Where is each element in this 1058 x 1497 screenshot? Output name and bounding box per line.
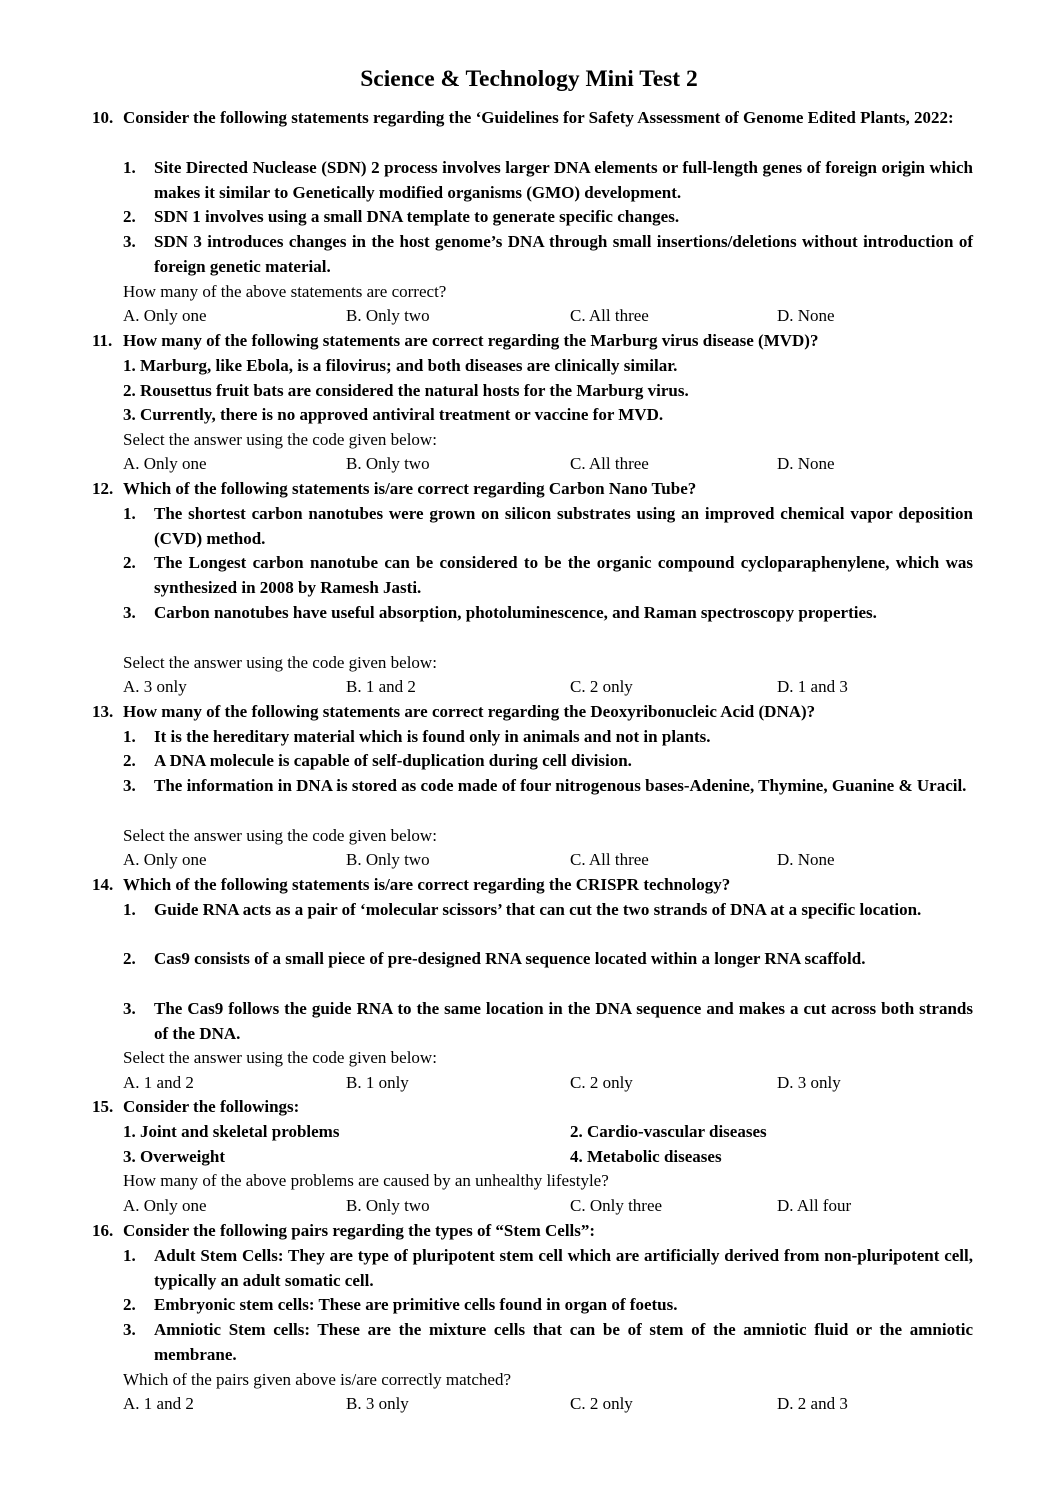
option-c: C. Only three — [570, 1196, 663, 1215]
statement-number: 3. — [123, 999, 136, 1018]
statement — [123, 156, 973, 206]
statement — [123, 1244, 973, 1294]
statement-number: 2. — [123, 553, 136, 572]
option-a: A. 3 only — [123, 677, 187, 696]
option-a: A. 1 and 2 — [123, 1073, 194, 1092]
statement — [123, 1293, 973, 1318]
question-13 — [92, 700, 972, 725]
statement-text: SDN 1 involves using a small DNA template to generate specific changes. — [154, 207, 680, 226]
statement-text: Adult Stem Cells: They are type of pluripotent stem cell which are artificially derived from non-pluripotent cell, typically an adult somatic cell. — [154, 1246, 973, 1290]
statement — [123, 205, 973, 230]
statement-number: 2. — [123, 207, 136, 226]
statement — [123, 947, 973, 972]
question-instruction: Select the answer using the code given below: — [123, 1048, 437, 1067]
statement-number: 3. — [123, 776, 136, 795]
statement-number: 3. — [123, 603, 136, 622]
question-number: 15. — [92, 1097, 114, 1116]
statement — [123, 601, 973, 626]
statement — [123, 749, 973, 774]
statement: 1. Marburg, like Ebola, is a filovirus; and both diseases are clinically similar. — [123, 356, 678, 375]
question-instruction: Select the answer using the code given below: — [123, 430, 437, 449]
option-c: C. All three — [570, 306, 649, 325]
statement — [123, 551, 973, 601]
statement — [123, 230, 973, 280]
statement-text: Guide RNA acts as a pair of ‘molecular scissors’ that can cut the two strands of DNA at a specific location. — [154, 900, 922, 919]
option-c: C. 2 only — [570, 677, 633, 696]
option-c: C. All three — [570, 454, 649, 473]
question-number: 10. — [92, 108, 114, 127]
question-instruction: Which of the pairs given above is/are correctly matched? — [123, 1370, 511, 1389]
option-d: D. All four — [777, 1196, 852, 1215]
statement-text: It is the hereditary material which is found only in animals and not in plants. — [154, 727, 711, 746]
statement-number: 2. — [123, 751, 136, 770]
question-text: Which of the following statements is/are correct regarding Carbon Nano Tube? — [123, 479, 697, 498]
question-number: 14. — [92, 875, 114, 894]
option-d: D. None — [777, 850, 835, 869]
question-number: 13. — [92, 702, 114, 721]
statement-text: Embryonic stem cells: These are primitive cells found in organ of foetus. — [154, 1295, 678, 1314]
statement — [123, 774, 973, 799]
statement — [123, 725, 973, 750]
option-a: A. Only one — [123, 306, 207, 325]
option-d: D. 2 and 3 — [777, 1394, 848, 1413]
statement-number: 1. — [123, 727, 136, 746]
question-instruction: Select the answer using the code given below: — [123, 653, 437, 672]
question-11 — [92, 329, 972, 354]
statement-text: The Cas9 follows the guide RNA to the same location in the DNA sequence and makes a cut across both strands of the DNA. — [154, 999, 973, 1043]
statement: 3. Currently, there is no approved antiviral treatment or vaccine for MVD. — [123, 405, 664, 424]
question-instruction: How many of the above statements are correct? — [123, 282, 447, 301]
item-1: 1. Joint and skeletal problems — [123, 1122, 340, 1141]
statement — [123, 502, 973, 552]
statement-number: 2. — [123, 1295, 136, 1314]
option-c: C. All three — [570, 850, 649, 869]
statement-number: 1. — [123, 900, 136, 919]
question-number: 16. — [92, 1221, 114, 1240]
question-15 — [92, 1095, 972, 1120]
question-text: How many of the following statements are correct regarding the Deoxyribonucleic Acid (DNA)? — [123, 702, 816, 721]
statement-text: The shortest carbon nanotubes were grown on silicon substrates using an improved chemical vapor deposition (CVD) method. — [154, 504, 973, 548]
statement-number: 3. — [123, 232, 136, 251]
option-b: B. 3 only — [346, 1394, 409, 1413]
statement-text: Amniotic Stem cells: These are the mixture cells that can be of stem of the amniotic fluid or the amniotic membrane. — [154, 1320, 973, 1364]
item-4: 4. Metabolic diseases — [570, 1147, 722, 1166]
question-text: How many of the following statements are correct regarding the Marburg virus disease (MVD)? — [123, 331, 819, 350]
option-d: D. None — [777, 306, 835, 325]
statement-number: 1. — [123, 1246, 136, 1265]
option-b: B. Only two — [346, 850, 430, 869]
question-instruction: How many of the above problems are caused by an unhealthy lifestyle? — [123, 1171, 609, 1190]
question-16 — [92, 1219, 972, 1244]
statement-text: A DNA molecule is capable of self-duplication during cell division. — [154, 751, 632, 770]
option-d: D. None — [777, 454, 835, 473]
option-b: B. Only two — [346, 454, 430, 473]
statement — [123, 1318, 973, 1368]
option-d: D. 1 and 3 — [777, 677, 848, 696]
statement-number: 1. — [123, 504, 136, 523]
question-instruction: Select the answer using the code given below: — [123, 826, 437, 845]
statement-text: Cas9 consists of a small piece of pre-designed RNA sequence located within a longer RNA scaffold. — [154, 949, 866, 968]
question-12 — [92, 477, 972, 502]
option-c: C. 2 only — [570, 1394, 633, 1413]
question-text: Consider the followings: — [123, 1097, 300, 1116]
option-b: B. 1 and 2 — [346, 677, 416, 696]
page-title: Science & Technology Mini Test 2 — [360, 66, 698, 92]
statement-text: The Longest carbon nanotube can be considered to be the organic compound cycloparaphenylene, which was synthesized in 2008 by Ramesh Jasti. — [154, 553, 973, 597]
statement-number: 3. — [123, 1320, 136, 1339]
statement-text: Carbon nanotubes have useful absorption, photoluminescence, and Raman spectroscopy properties. — [154, 603, 877, 622]
question-10 — [92, 106, 972, 131]
statement-text: SDN 3 introduces changes in the host genome’s DNA through small insertions/deletions without introduction of foreign genetic material. — [154, 232, 973, 276]
statement: 2. Rousettus fruit bats are considered the natural hosts for the Marburg virus. — [123, 381, 689, 400]
option-a: A. Only one — [123, 454, 207, 473]
question-14 — [92, 873, 972, 898]
item-2: 2. Cardio-vascular diseases — [570, 1122, 767, 1141]
option-d: D. 3 only — [777, 1073, 841, 1092]
question-text: Consider the following statements regarding the ‘Guidelines for Safety Assessment of Genome Edited Plants, 2022: — [123, 108, 954, 127]
option-b: B. Only two — [346, 1196, 430, 1215]
statement-number: 2. — [123, 949, 136, 968]
question-number: 12. — [92, 479, 114, 498]
option-b: B. 1 only — [346, 1073, 409, 1092]
question-text: Which of the following statements is/are correct regarding the CRISPR technology? — [123, 875, 731, 894]
statement-text: The information in DNA is stored as code made of four nitrogenous bases-Adenine, Thymine, Guanine & Uracil. — [154, 776, 967, 795]
statement-text: Site Directed Nuclease (SDN) 2 process involves larger DNA elements or full-length genes of foreign origin which makes it similar to Genetically modified organisms (GMO) development. — [154, 158, 973, 202]
option-a: A. Only one — [123, 1196, 207, 1215]
statement-number: 1. — [123, 158, 136, 177]
item-3: 3. Overweight — [123, 1147, 225, 1166]
option-a: A. Only one — [123, 850, 207, 869]
question-number: 11. — [92, 331, 113, 350]
option-b: B. Only two — [346, 306, 430, 325]
option-a: A. 1 and 2 — [123, 1394, 194, 1413]
option-c: C. 2 only — [570, 1073, 633, 1092]
statement — [123, 997, 973, 1047]
question-text: Consider the following pairs regarding the types of “Stem Cells”: — [123, 1221, 596, 1240]
statement — [123, 898, 973, 923]
